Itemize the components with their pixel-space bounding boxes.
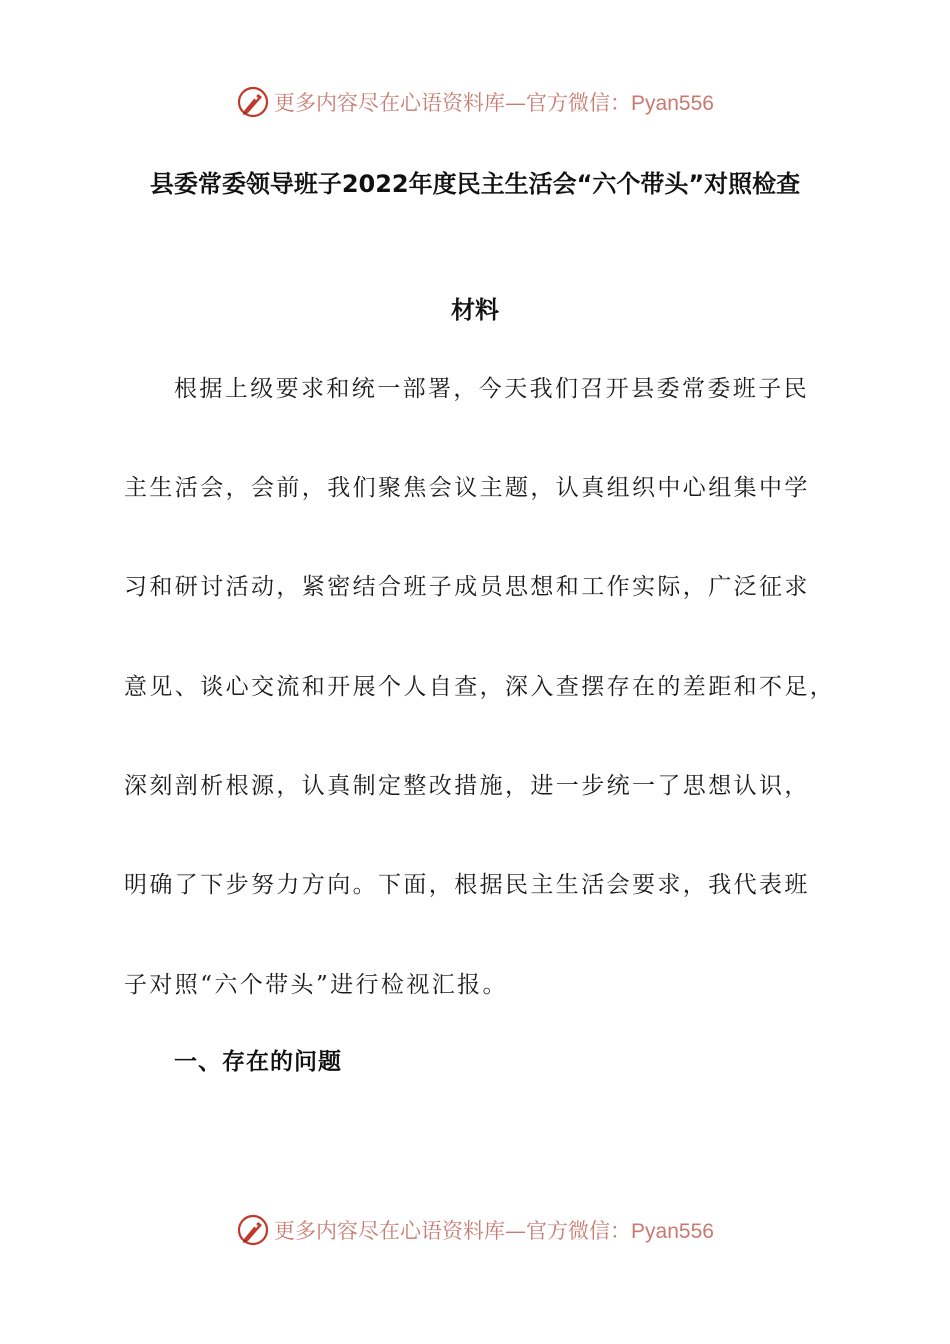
body-line: 明确了下步努力方向。下面，根据民主生活会要求，我代表班	[124, 872, 810, 898]
document-title: 县委常委领导班子2022年度民主生活会“六个带头”对照检查	[149, 170, 801, 198]
pen-nib-circle-icon	[236, 85, 270, 119]
body-line: 习和研讨活动，紧密结合班子成员思想和工作实际，广泛征求	[124, 574, 810, 600]
section-heading: 一、存在的问题	[174, 1049, 342, 1075]
body-line: 主生活会，会前，我们聚焦会议主题，认真组织中心组集中学	[124, 475, 810, 501]
document-title-continuation: 材料	[451, 296, 499, 324]
body-line: 意见、谈心交流和开展个人自查，深入查摆存在的差距和不足，	[124, 674, 836, 700]
body-line: 子对照“六个带头”进行检视汇报。	[124, 972, 508, 998]
watermark-text: 更多内容尽在心语资料库—官方微信：Pyan556	[274, 1219, 714, 1243]
footer-watermark	[0, 1210, 950, 1250]
body-line: 深刻剖析根源，认真制定整改措施，进一步统一了思想认识，	[124, 773, 810, 799]
body-line: 根据上级要求和统一部署，今天我们召开县委常委班子民	[174, 376, 809, 402]
pen-nib-circle-icon	[236, 1213, 270, 1247]
watermark-text: 更多内容尽在心语资料库—官方微信：Pyan556	[274, 91, 714, 115]
header-watermark	[0, 82, 950, 122]
